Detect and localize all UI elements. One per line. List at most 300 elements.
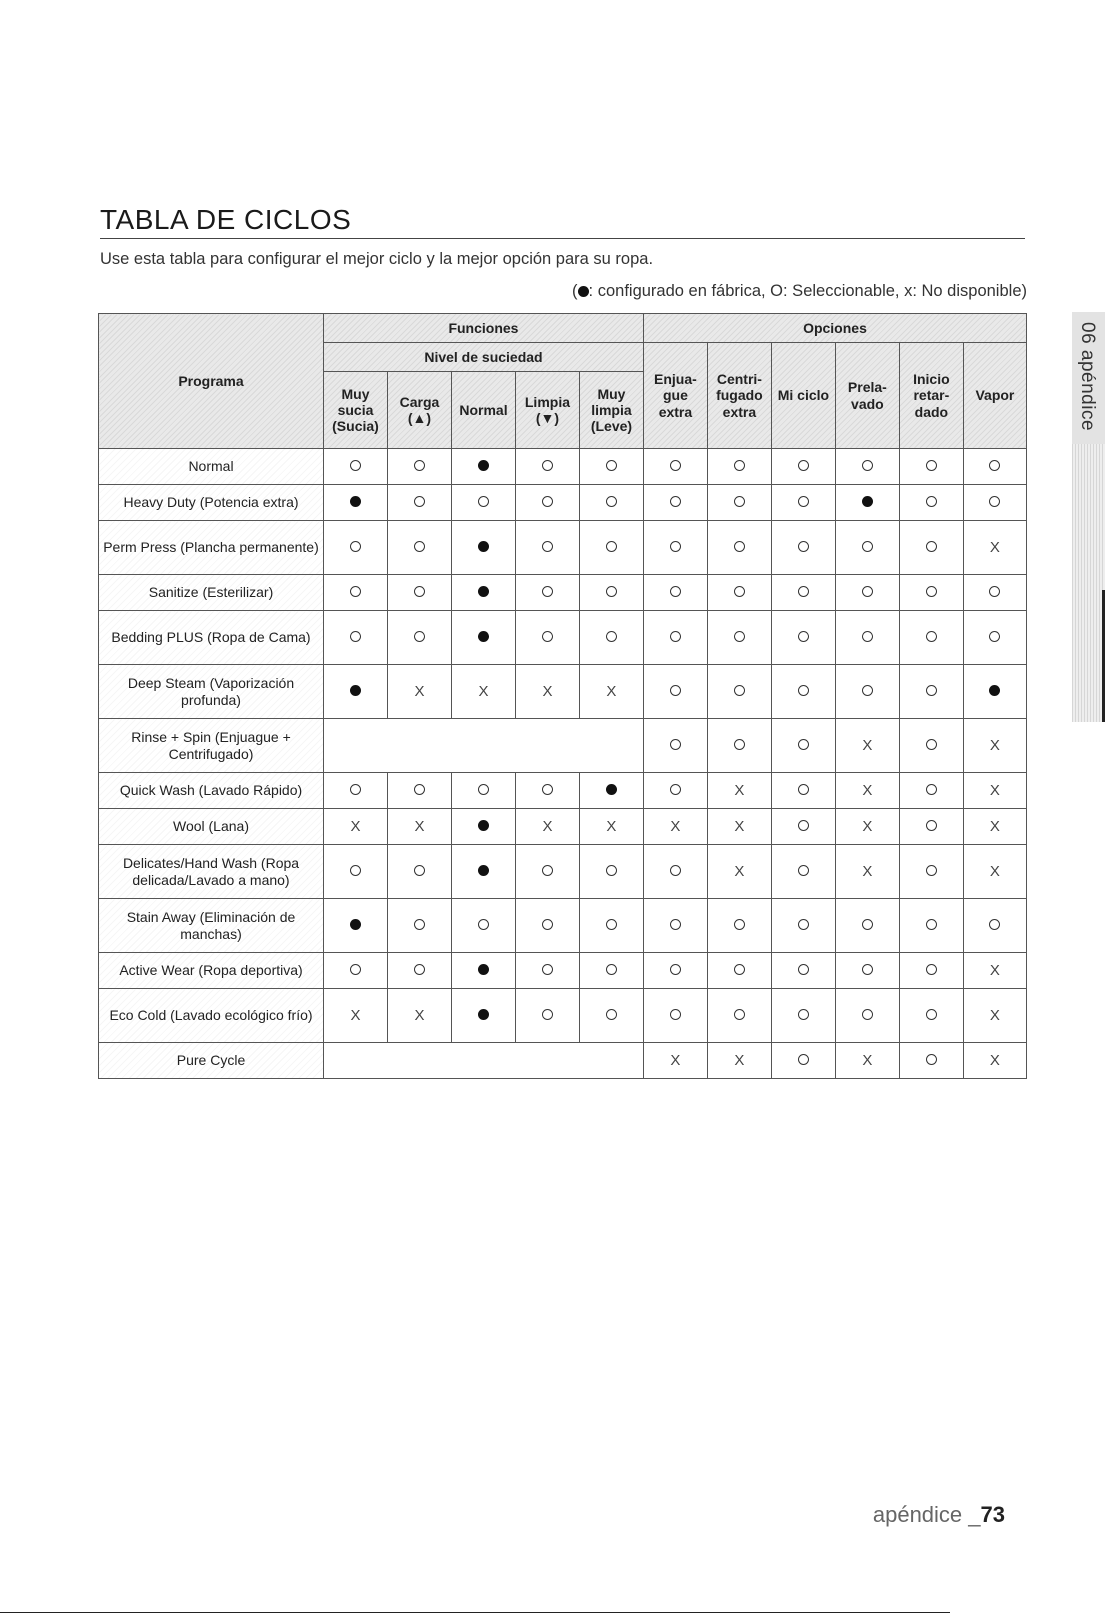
selectable-circle-icon bbox=[606, 631, 617, 642]
cycle-cell bbox=[451, 521, 515, 575]
cycle-cell bbox=[963, 899, 1026, 953]
selectable-circle-icon bbox=[926, 919, 937, 930]
selectable-circle-icon bbox=[926, 820, 937, 831]
cycle-cell bbox=[899, 809, 963, 845]
cycle-cell bbox=[515, 485, 579, 521]
cycle-cell bbox=[771, 773, 835, 809]
selectable-circle-icon bbox=[478, 496, 489, 507]
cycle-cell bbox=[899, 845, 963, 899]
cycle-cell bbox=[963, 989, 1026, 1043]
selectable-circle-icon bbox=[670, 964, 681, 975]
table-row bbox=[99, 1043, 1027, 1079]
program-name: Delicates/Hand Wash (Ropa delicada/Lavado a mano) bbox=[99, 845, 324, 899]
selectable-circle-icon bbox=[989, 586, 1000, 597]
cycle-cell bbox=[707, 773, 771, 809]
program-name: Active Wear (Ropa deportiva) bbox=[99, 953, 324, 989]
not-available-x-icon: X bbox=[862, 736, 873, 754]
cycle-cell bbox=[963, 953, 1026, 989]
selectable-circle-icon bbox=[606, 496, 617, 507]
selectable-circle-icon bbox=[734, 631, 745, 642]
factory-default-dot-icon bbox=[478, 460, 489, 471]
not-available-x-icon: X bbox=[414, 682, 425, 700]
selectable-circle-icon bbox=[734, 739, 745, 750]
factory-default-dot-icon bbox=[478, 541, 489, 552]
cycle-cell bbox=[643, 1043, 707, 1079]
selectable-circle-icon bbox=[989, 496, 1000, 507]
table-row bbox=[99, 899, 1027, 953]
selectable-circle-icon bbox=[989, 919, 1000, 930]
cycle-cell bbox=[771, 989, 835, 1043]
factory-default-dot-icon bbox=[478, 865, 489, 876]
legend-factory: : configurado en fábrica, bbox=[588, 282, 771, 300]
not-available-x-icon: X bbox=[989, 862, 1000, 880]
selectable-circle-icon bbox=[670, 865, 681, 876]
cycle-cell bbox=[515, 521, 579, 575]
cycle-cell bbox=[451, 575, 515, 611]
cycle-cell bbox=[579, 575, 643, 611]
program-name: Pure Cycle bbox=[99, 1043, 324, 1079]
table-row bbox=[99, 611, 1027, 665]
cycle-cell bbox=[451, 989, 515, 1043]
selectable-circle-icon bbox=[798, 1054, 809, 1065]
cycle-cell bbox=[963, 665, 1026, 719]
selectable-circle-icon bbox=[414, 964, 425, 975]
cycle-cell bbox=[643, 845, 707, 899]
selectable-circle-icon bbox=[606, 919, 617, 930]
selectable-circle-icon bbox=[798, 820, 809, 831]
cycle-cell bbox=[771, 845, 835, 899]
cycle-cell bbox=[324, 809, 388, 845]
cycle-cell bbox=[963, 575, 1026, 611]
cycle-cell bbox=[835, 665, 899, 719]
program-name: Bedding PLUS (Ropa de Cama) bbox=[99, 611, 324, 665]
not-available-x-icon: X bbox=[350, 817, 361, 835]
factory-default-dot-icon bbox=[862, 496, 873, 507]
selectable-circle-icon bbox=[542, 496, 553, 507]
cycle-cell bbox=[835, 521, 899, 575]
not-available-x-icon: X bbox=[606, 682, 617, 700]
selectable-circle-icon bbox=[798, 586, 809, 597]
cycle-cell bbox=[324, 845, 388, 899]
selectable-circle-icon bbox=[926, 460, 937, 471]
selectable-circle-icon bbox=[350, 964, 361, 975]
cycle-cell bbox=[515, 989, 579, 1043]
cycle-cell bbox=[324, 521, 388, 575]
cycle-cell bbox=[387, 773, 451, 809]
cycle-cell bbox=[451, 611, 515, 665]
cycle-cell bbox=[387, 485, 451, 521]
factory-default-dot-icon bbox=[350, 685, 361, 696]
cycle-cell bbox=[707, 845, 771, 899]
selectable-circle-icon bbox=[734, 685, 745, 696]
cycle-cell bbox=[899, 521, 963, 575]
not-available-x-icon: X bbox=[989, 1051, 1000, 1069]
table-row bbox=[99, 485, 1027, 521]
program-name: Normal bbox=[99, 449, 324, 485]
cycle-cell bbox=[899, 1043, 963, 1079]
cycle-cell bbox=[387, 611, 451, 665]
selectable-circle-icon bbox=[414, 631, 425, 642]
not-available-x-icon: X bbox=[862, 1051, 873, 1069]
legend-open: ( bbox=[572, 282, 578, 300]
selectable-circle-icon bbox=[414, 496, 425, 507]
cycle-cell bbox=[515, 953, 579, 989]
cycle-cell bbox=[963, 845, 1026, 899]
header-carga: Carga (▲) bbox=[387, 372, 451, 449]
cycle-cell bbox=[835, 809, 899, 845]
cycle-cell bbox=[771, 611, 835, 665]
cycle-cell bbox=[579, 449, 643, 485]
table-row bbox=[99, 773, 1027, 809]
selectable-circle-icon bbox=[798, 784, 809, 795]
selectable-circle-icon bbox=[414, 586, 425, 597]
selectable-circle-icon bbox=[734, 964, 745, 975]
cycle-cell bbox=[771, 449, 835, 485]
not-available-x-icon: X bbox=[862, 781, 873, 799]
selectable-circle-icon bbox=[606, 586, 617, 597]
program-name: Wool (Lana) bbox=[99, 809, 324, 845]
cycle-cell bbox=[707, 485, 771, 521]
not-available-x-icon: X bbox=[542, 817, 553, 835]
bottom-rule bbox=[0, 1612, 950, 1613]
cycle-cell bbox=[515, 773, 579, 809]
table-row bbox=[99, 953, 1027, 989]
selectable-circle-icon bbox=[670, 919, 681, 930]
program-name: Stain Away (Eliminación de manchas) bbox=[99, 899, 324, 953]
selectable-circle-icon bbox=[798, 919, 809, 930]
not-available-x-icon: X bbox=[989, 736, 1000, 754]
table-row bbox=[99, 989, 1027, 1043]
factory-default-dot-icon bbox=[606, 784, 617, 795]
selectable-circle-icon bbox=[350, 586, 361, 597]
cycle-cell bbox=[324, 665, 388, 719]
cycle-cell bbox=[835, 611, 899, 665]
cycle-cell bbox=[387, 953, 451, 989]
selectable-circle-icon bbox=[542, 865, 553, 876]
factory-default-dot-icon bbox=[350, 496, 361, 507]
header-vapor: Vapor bbox=[963, 343, 1026, 449]
cycle-cell bbox=[515, 575, 579, 611]
selectable-circle-icon bbox=[542, 919, 553, 930]
selectable-circle-icon bbox=[414, 865, 425, 876]
selectable-circle-icon bbox=[734, 460, 745, 471]
selectable-circle-icon bbox=[989, 631, 1000, 642]
selectable-circle-icon bbox=[542, 784, 553, 795]
selectable-circle-icon bbox=[350, 784, 361, 795]
cycle-cell bbox=[451, 773, 515, 809]
header-mi-ciclo: Mi ciclo bbox=[771, 343, 835, 449]
cycle-cell bbox=[963, 449, 1026, 485]
cycle-cell bbox=[899, 953, 963, 989]
selectable-circle-icon bbox=[798, 496, 809, 507]
cycle-cell bbox=[643, 899, 707, 953]
cycle-cell bbox=[387, 665, 451, 719]
header-nivel-suciedad: Nivel de suciedad bbox=[324, 343, 644, 372]
cycle-cell bbox=[643, 521, 707, 575]
section-side-tab bbox=[1072, 312, 1105, 722]
empty-functions-cell bbox=[324, 719, 644, 773]
selectable-circle-icon bbox=[926, 739, 937, 750]
cycle-cell bbox=[451, 665, 515, 719]
header-muy-sucia: Muy sucia (Sucia) bbox=[324, 372, 388, 449]
footer-text: apéndice _ bbox=[872, 1502, 981, 1527]
factory-default-dot-icon bbox=[478, 631, 489, 642]
program-name: Heavy Duty (Potencia extra) bbox=[99, 485, 324, 521]
selectable-circle-icon bbox=[606, 865, 617, 876]
selectable-circle-icon bbox=[862, 541, 873, 552]
cycle-cell bbox=[707, 665, 771, 719]
symbol-legend bbox=[572, 282, 1027, 301]
header-normal: Normal bbox=[451, 372, 515, 449]
selectable-circle-icon bbox=[542, 460, 553, 471]
cycle-cell bbox=[771, 665, 835, 719]
header-muy-limpia: Muy limpia (Leve) bbox=[579, 372, 643, 449]
selectable-circle-icon bbox=[926, 541, 937, 552]
cycle-cell bbox=[963, 719, 1026, 773]
cycle-cell bbox=[451, 899, 515, 953]
selectable-circle-icon bbox=[670, 784, 681, 795]
cycle-cell bbox=[771, 521, 835, 575]
program-name: Quick Wash (Lavado Rápido) bbox=[99, 773, 324, 809]
not-available-x-icon: X bbox=[862, 862, 873, 880]
selectable-circle-icon bbox=[350, 865, 361, 876]
cycle-cell bbox=[707, 899, 771, 953]
selectable-circle-icon bbox=[798, 964, 809, 975]
selectable-circle-icon bbox=[414, 784, 425, 795]
cycle-cell bbox=[324, 611, 388, 665]
cycle-cell bbox=[643, 665, 707, 719]
cycle-cell bbox=[387, 449, 451, 485]
table-row bbox=[99, 449, 1027, 485]
cycle-cell bbox=[707, 809, 771, 845]
selectable-circle-icon bbox=[670, 496, 681, 507]
factory-default-dot-icon bbox=[478, 1009, 489, 1020]
selectable-circle-icon bbox=[542, 586, 553, 597]
selectable-circle-icon bbox=[478, 919, 489, 930]
cycle-cell bbox=[835, 575, 899, 611]
program-name: Eco Cold (Lavado ecológico frío) bbox=[99, 989, 324, 1043]
legend-selectable: : Seleccionable, x: No disponible) bbox=[783, 282, 1027, 300]
cycle-cell bbox=[835, 719, 899, 773]
cycle-cell bbox=[835, 899, 899, 953]
not-available-x-icon: X bbox=[989, 538, 1000, 556]
side-tab-label: 06 apéndice bbox=[1077, 322, 1098, 432]
cycle-cell bbox=[515, 449, 579, 485]
table-row bbox=[99, 845, 1027, 899]
selectable-circle-icon bbox=[862, 964, 873, 975]
cycle-cell bbox=[771, 719, 835, 773]
cycle-cell bbox=[579, 899, 643, 953]
cycle-cell bbox=[835, 953, 899, 989]
selectable-circle-icon bbox=[989, 460, 1000, 471]
cycle-cell bbox=[707, 953, 771, 989]
table-row bbox=[99, 809, 1027, 845]
header-funciones: Funciones bbox=[324, 314, 644, 343]
cycle-cell bbox=[579, 989, 643, 1043]
selectable-circle-icon bbox=[862, 460, 873, 471]
cycle-cell bbox=[579, 953, 643, 989]
selectable-circle-icon bbox=[670, 739, 681, 750]
factory-dot-icon bbox=[578, 286, 589, 297]
factory-default-dot-icon bbox=[478, 820, 489, 831]
cycle-cell bbox=[324, 989, 388, 1043]
program-name: Perm Press (Plancha permanente) bbox=[99, 521, 324, 575]
not-available-x-icon: X bbox=[414, 1006, 425, 1024]
cycle-cell bbox=[835, 485, 899, 521]
selectable-circle-icon bbox=[734, 541, 745, 552]
table-row bbox=[99, 521, 1027, 575]
cycle-cell bbox=[579, 773, 643, 809]
cycle-cell bbox=[643, 575, 707, 611]
selectable-circle-icon bbox=[734, 1009, 745, 1020]
cycle-cell bbox=[451, 449, 515, 485]
cycle-cell bbox=[387, 575, 451, 611]
cycle-cell bbox=[963, 809, 1026, 845]
cycle-cell bbox=[771, 809, 835, 845]
selectable-circle-icon bbox=[734, 919, 745, 930]
selectable-circle-icon bbox=[350, 541, 361, 552]
cycle-cell bbox=[324, 953, 388, 989]
selectable-circle-icon bbox=[926, 1009, 937, 1020]
cycle-cell bbox=[899, 449, 963, 485]
cycle-cell bbox=[835, 449, 899, 485]
cycle-cell bbox=[771, 953, 835, 989]
cycle-cell bbox=[963, 521, 1026, 575]
cycle-table-body bbox=[99, 449, 1027, 1079]
table-row bbox=[99, 719, 1027, 773]
selectable-circle-icon bbox=[670, 631, 681, 642]
cycle-cell bbox=[579, 845, 643, 899]
cycle-cell bbox=[899, 989, 963, 1043]
cycle-cell bbox=[643, 719, 707, 773]
cycle-cell bbox=[707, 611, 771, 665]
selectable-circle-icon bbox=[670, 1009, 681, 1020]
cycle-cell bbox=[963, 611, 1026, 665]
selectable-circle-icon bbox=[798, 865, 809, 876]
cycle-cell bbox=[643, 989, 707, 1043]
cycle-cell bbox=[899, 575, 963, 611]
header-inicio-retardado: Inicio retar-dado bbox=[899, 343, 963, 449]
selectable-circle-icon bbox=[926, 496, 937, 507]
selectable-circle-icon bbox=[926, 1054, 937, 1065]
cycle-cell bbox=[707, 449, 771, 485]
not-available-x-icon: X bbox=[478, 682, 489, 700]
not-available-x-icon: X bbox=[670, 1051, 681, 1069]
not-available-x-icon: X bbox=[734, 817, 745, 835]
header-opciones: Opciones bbox=[643, 314, 1026, 343]
cycle-cell bbox=[643, 773, 707, 809]
selectable-circle-icon bbox=[350, 460, 361, 471]
not-available-x-icon: X bbox=[734, 781, 745, 799]
selectable-circle-icon bbox=[670, 685, 681, 696]
empty-functions-cell bbox=[324, 1043, 644, 1079]
cycle-cell bbox=[324, 773, 388, 809]
factory-default-dot-icon bbox=[350, 919, 361, 930]
selectable-circle-icon bbox=[798, 685, 809, 696]
cycle-cell bbox=[579, 665, 643, 719]
intro-text: Use esta tabla para configurar el mejor ciclo y la mejor opción para su ropa. bbox=[100, 250, 654, 268]
cycle-cell bbox=[835, 989, 899, 1043]
selectable-circle-icon bbox=[606, 460, 617, 471]
cycle-cell bbox=[579, 521, 643, 575]
cycle-cell bbox=[515, 845, 579, 899]
selectable-circle-icon bbox=[350, 631, 361, 642]
cycle-cell bbox=[899, 485, 963, 521]
cycle-cell bbox=[324, 575, 388, 611]
not-available-x-icon: X bbox=[414, 817, 425, 835]
cycle-cell bbox=[771, 1043, 835, 1079]
selectable-circle-icon bbox=[734, 496, 745, 507]
page-title: TABLA DE CICLOS bbox=[100, 204, 1025, 239]
factory-default-dot-icon bbox=[989, 685, 1000, 696]
table-row bbox=[99, 665, 1027, 719]
not-available-x-icon: X bbox=[606, 817, 617, 835]
program-name: Sanitize (Esterilizar) bbox=[99, 575, 324, 611]
selectable-circle-icon bbox=[926, 964, 937, 975]
cycle-cell bbox=[899, 899, 963, 953]
not-available-x-icon: X bbox=[989, 1006, 1000, 1024]
legend-selectable-symbol: O bbox=[770, 282, 784, 300]
selectable-circle-icon bbox=[862, 685, 873, 696]
program-name: Rinse + Spin (Enjuague + Centrifugado) bbox=[99, 719, 324, 773]
cycle-cell bbox=[835, 773, 899, 809]
not-available-x-icon: X bbox=[670, 817, 681, 835]
selectable-circle-icon bbox=[798, 1009, 809, 1020]
cycle-cell bbox=[324, 899, 388, 953]
cycle-cell bbox=[643, 485, 707, 521]
cycle-cell bbox=[515, 809, 579, 845]
selectable-circle-icon bbox=[798, 631, 809, 642]
cycle-cell bbox=[899, 719, 963, 773]
cycle-cell bbox=[451, 809, 515, 845]
selectable-circle-icon bbox=[862, 631, 873, 642]
selectable-circle-icon bbox=[926, 586, 937, 597]
selectable-circle-icon bbox=[670, 460, 681, 471]
cycle-cell bbox=[771, 485, 835, 521]
selectable-circle-icon bbox=[542, 1009, 553, 1020]
cycle-cell bbox=[963, 1043, 1026, 1079]
factory-default-dot-icon bbox=[478, 964, 489, 975]
cycle-cell bbox=[899, 611, 963, 665]
cycle-cell bbox=[707, 575, 771, 611]
header-prelavado: Prela-vado bbox=[835, 343, 899, 449]
not-available-x-icon: X bbox=[734, 862, 745, 880]
not-available-x-icon: X bbox=[542, 682, 553, 700]
cycle-cell bbox=[387, 989, 451, 1043]
cycle-cell bbox=[963, 773, 1026, 809]
cycle-cell bbox=[515, 611, 579, 665]
selectable-circle-icon bbox=[670, 586, 681, 597]
selectable-circle-icon bbox=[926, 631, 937, 642]
selectable-circle-icon bbox=[670, 541, 681, 552]
selectable-circle-icon bbox=[798, 541, 809, 552]
selectable-circle-icon bbox=[542, 541, 553, 552]
cycle-cell bbox=[515, 899, 579, 953]
cycle-cell bbox=[451, 485, 515, 521]
not-available-x-icon: X bbox=[989, 781, 1000, 799]
cycle-table bbox=[98, 313, 1027, 1079]
cycle-cell bbox=[643, 809, 707, 845]
program-name: Deep Steam (Vaporización profunda) bbox=[99, 665, 324, 719]
selectable-circle-icon bbox=[926, 865, 937, 876]
not-available-x-icon: X bbox=[989, 961, 1000, 979]
selectable-circle-icon bbox=[414, 541, 425, 552]
cycle-cell bbox=[643, 449, 707, 485]
table-row bbox=[99, 575, 1027, 611]
factory-default-dot-icon bbox=[478, 586, 489, 597]
selectable-circle-icon bbox=[414, 460, 425, 471]
cycle-cell bbox=[707, 989, 771, 1043]
